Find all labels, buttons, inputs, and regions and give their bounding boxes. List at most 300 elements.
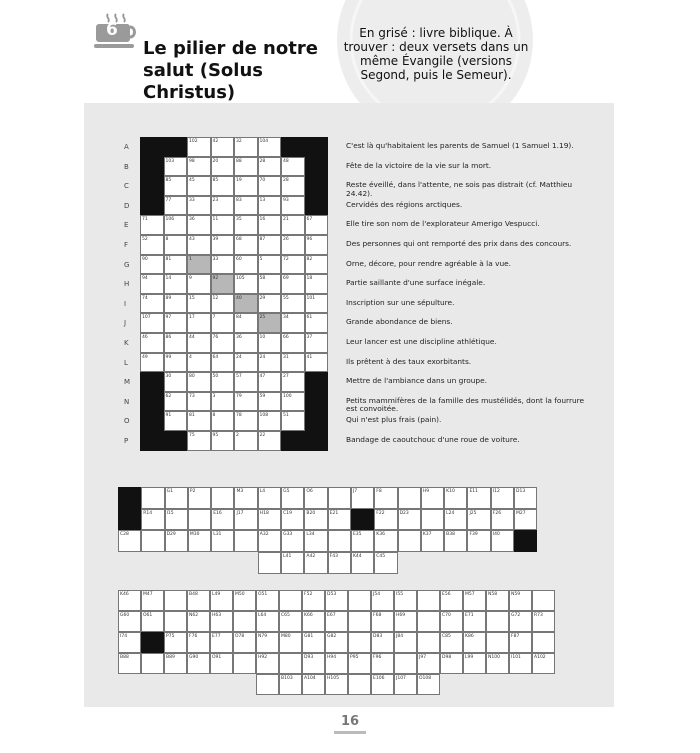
grid-cell[interactable]: C28	[118, 530, 141, 552]
grid-cell[interactable]	[398, 487, 421, 509]
grid-cell[interactable]: 64	[211, 353, 235, 373]
grid-cell[interactable]: 80	[187, 372, 211, 392]
clue-text: Qui n'est plus frais (pain).	[346, 415, 442, 425]
grid-cell[interactable]: 8	[164, 235, 188, 255]
grid-cell[interactable]: 23	[211, 196, 235, 216]
grid-cell[interactable]	[486, 632, 509, 653]
grid-cell[interactable]: I15	[165, 509, 188, 531]
grid-cell[interactable]: 55	[281, 294, 305, 314]
grid-cell[interactable]: 60	[234, 255, 258, 275]
grid-cell[interactable]: J25	[467, 509, 490, 531]
grid-cell[interactable]	[256, 674, 279, 695]
grid-cell[interactable]	[348, 611, 371, 632]
grid-cell[interactable]: 21	[281, 215, 305, 235]
grid-cell[interactable]: 16	[258, 215, 282, 235]
grid-cell[interactable]: 90	[140, 255, 164, 275]
grid-cell[interactable]	[348, 674, 371, 695]
grid-cell[interactable]: 81	[187, 411, 211, 431]
grid-cell[interactable]	[348, 632, 371, 653]
grid-cell[interactable]	[532, 590, 555, 611]
grid-cell[interactable]: E71	[463, 611, 486, 632]
grid-cell[interactable]: 96	[305, 235, 329, 255]
black-cell	[140, 196, 164, 216]
grid-cell[interactable]	[394, 653, 417, 674]
grid-cell[interactable]: 28	[258, 157, 282, 177]
grid-cell[interactable]: 22	[258, 431, 282, 451]
grid-cell[interactable]: 32	[234, 137, 258, 157]
grid-cell[interactable]: E16	[211, 509, 234, 531]
grid-cell[interactable]: 20	[211, 157, 235, 177]
grid-cell[interactable]: I40	[491, 530, 514, 552]
grid-cell[interactable]: 14	[164, 274, 188, 294]
grid-cell[interactable]: 41	[305, 353, 329, 373]
grid-cell[interactable]: P75	[164, 632, 187, 653]
grid-cell[interactable]: 76	[211, 333, 235, 353]
grid-cell[interactable]: K66	[302, 611, 325, 632]
grid-cell[interactable]: H18	[258, 509, 281, 531]
grid-cell[interactable]: F39	[467, 530, 490, 552]
grid-cell[interactable]: A102	[532, 653, 555, 674]
grid-cell[interactable]	[417, 632, 440, 653]
empty-space	[141, 552, 164, 574]
grid-cell[interactable]: M3	[234, 487, 257, 509]
grid-cell[interactable]: B103	[279, 674, 302, 695]
grid-cell[interactable]: G33	[281, 530, 304, 552]
grid-cell[interactable]: 27	[281, 372, 305, 392]
grid-cell[interactable]	[398, 530, 421, 552]
grid-cell[interactable]: 10	[258, 333, 282, 353]
answer-grid-1	[118, 487, 537, 574]
grid-cell[interactable]: C45	[374, 552, 397, 574]
grid-cell[interactable]: 103	[164, 157, 188, 177]
grid-cell[interactable]: 5	[258, 255, 282, 275]
grid-cell[interactable]: J84	[394, 632, 417, 653]
grid-cell[interactable]: 43	[187, 235, 211, 255]
grid-cell[interactable]: K36	[374, 530, 397, 552]
grid-cell[interactable]: O51	[256, 590, 279, 611]
row-letter: M	[124, 378, 131, 387]
grid-cell[interactable]: 4	[187, 353, 211, 373]
grid-cell[interactable]: D29	[165, 530, 188, 552]
grid-cell[interactable]: A104	[302, 674, 325, 695]
grid-cell[interactable]: L64	[256, 611, 279, 632]
clue-text: Orne, décore, pour rendre agréable à la vue.	[346, 258, 512, 268]
grid-cell[interactable]: 47	[258, 372, 282, 392]
grid-cell[interactable]: C70	[440, 611, 463, 632]
grid-cell[interactable]: H63	[210, 611, 233, 632]
grid-cell[interactable]	[164, 590, 187, 611]
black-cell	[305, 196, 329, 216]
empty-space	[188, 552, 211, 574]
grid-cell[interactable]	[141, 530, 164, 552]
clue-text: Fête de la victoire de la vie sur la mort.	[346, 160, 492, 170]
grid-cell[interactable]: R73	[532, 611, 555, 632]
empty-space	[444, 552, 467, 574]
grid-cell[interactable]: 11	[211, 215, 235, 235]
grid-cell[interactable]: 33	[211, 255, 235, 275]
grid-cell[interactable]: F96	[371, 653, 394, 674]
grid-cell[interactable]: 83	[234, 196, 258, 216]
black-cell	[140, 372, 164, 392]
black-cell	[305, 392, 329, 412]
grid-cell[interactable]	[279, 653, 302, 674]
grid-cell[interactable]: N58	[486, 590, 509, 611]
grid-cell[interactable]: J17	[234, 509, 257, 531]
grid-cell[interactable]: 61	[305, 313, 329, 333]
grid-cell[interactable]: 86	[164, 333, 188, 353]
grid-cell[interactable]: 87	[258, 235, 282, 255]
grid-cell[interactable]: 13	[258, 196, 282, 216]
grid-cell[interactable]: R14	[141, 509, 164, 531]
empty-space	[421, 552, 444, 574]
row-letter: P	[124, 437, 129, 445]
grid-cell[interactable]: 82	[305, 255, 329, 275]
grid-cell[interactable]: F22	[374, 509, 397, 531]
grid-cell[interactable]: 85	[211, 176, 235, 196]
grid-cell[interactable]: 30	[164, 372, 188, 392]
empty-space	[164, 674, 187, 695]
grid-cell[interactable]: C65	[279, 611, 302, 632]
grid-cell[interactable]: D98	[440, 653, 463, 674]
grid-cell[interactable]: E56	[440, 590, 463, 611]
grid-cell[interactable]	[211, 487, 234, 509]
grid-cell[interactable]	[258, 552, 281, 574]
grid-cell[interactable]: F68	[371, 611, 394, 632]
grid-cell[interactable]: 31	[281, 353, 305, 373]
grid-cell[interactable]: E21	[328, 509, 351, 531]
grid-cell[interactable]	[486, 611, 509, 632]
grid-cell[interactable]: C85	[440, 632, 463, 653]
grid-cell[interactable]: B20	[304, 509, 327, 531]
grid-cell[interactable]: 36	[234, 333, 258, 353]
grid-cell[interactable]: N79	[256, 632, 279, 653]
grid-cell[interactable]: 81	[164, 255, 188, 275]
grid-cell[interactable]: K44	[351, 552, 374, 574]
grid-cell[interactable]: 46	[140, 333, 164, 353]
grid-cell[interactable]: 73	[187, 392, 211, 412]
grid-cell[interactable]: E35	[351, 530, 374, 552]
grid-cell[interactable]: M50	[233, 590, 256, 611]
grid-cell[interactable]: M57	[463, 590, 486, 611]
grid-cell[interactable]: I55	[394, 590, 417, 611]
grid-cell[interactable]: 37	[305, 333, 329, 353]
grid-cell[interactable]: 92	[211, 274, 235, 294]
grid-cell[interactable]: O78	[233, 632, 256, 653]
grid-cell[interactable]: G60	[118, 611, 141, 632]
row-letter: F	[124, 241, 129, 249]
grid-cell[interactable]: 42	[211, 137, 235, 157]
black-cell	[140, 431, 164, 451]
black-cell	[140, 411, 164, 431]
grid-cell[interactable]: G1	[165, 487, 188, 509]
clue-text: Reste éveillé, dans l'attente, ne sois pas distrait (cf. Matthieu 24.42).	[346, 180, 573, 198]
grid-cell[interactable]: 49	[140, 353, 164, 373]
black-cell	[140, 137, 164, 157]
grid-cell[interactable]: 34	[281, 313, 305, 333]
grid-cell[interactable]: N100	[486, 653, 509, 674]
grid-cell[interactable]: 15	[187, 294, 211, 314]
grid-cell[interactable]	[279, 590, 302, 611]
grid-cell[interactable]: 2	[234, 431, 258, 451]
grid-cell[interactable]: O6	[304, 487, 327, 509]
grid-cell[interactable]: 94	[140, 274, 164, 294]
grid-cell[interactable]: K86	[463, 632, 486, 653]
grid-cell[interactable]	[532, 632, 555, 653]
grid-cell[interactable]: 100	[281, 392, 305, 412]
grid-cell[interactable]: L49	[210, 590, 233, 611]
grid-cell[interactable]: 28	[281, 176, 305, 196]
grid-cell[interactable]: L4	[258, 487, 281, 509]
grid-cell[interactable]: 99	[164, 353, 188, 373]
grid-cell[interactable]: B48	[187, 590, 210, 611]
grid-cell[interactable]: G82	[325, 632, 348, 653]
grid-cell[interactable]: 74	[140, 294, 164, 314]
grid-cell[interactable]: 45	[187, 176, 211, 196]
grid-cell[interactable]: 7	[211, 313, 235, 333]
grid-cell[interactable]: 40	[234, 294, 258, 314]
clue-grid	[140, 137, 328, 451]
grid-cell[interactable]: 93	[281, 196, 305, 216]
grid-cell[interactable]: M30	[188, 530, 211, 552]
grid-cell[interactable]: F8	[374, 487, 397, 509]
grid-cell[interactable]: 24	[258, 353, 282, 373]
black-cell	[305, 176, 329, 196]
grid-cell[interactable]: P95	[348, 653, 371, 674]
grid-cell[interactable]: 70	[258, 176, 282, 196]
black-cell	[351, 509, 374, 531]
grid-cell[interactable]: 26	[281, 235, 305, 255]
row-letter: E	[124, 221, 129, 230]
grid-cell[interactable]: 18	[305, 274, 329, 294]
grid-cell[interactable]: 106	[164, 215, 188, 235]
grid-cell[interactable]: 67	[305, 215, 329, 235]
grid-cell[interactable]: 68	[234, 235, 258, 255]
grid-cell[interactable]: 29	[258, 294, 282, 314]
grid-cell[interactable]: 89	[164, 294, 188, 314]
empty-space	[234, 552, 257, 574]
empty-space	[514, 552, 537, 574]
grid-cell[interactable]: K46	[118, 590, 141, 611]
grid-cell[interactable]	[141, 653, 164, 674]
row-letter: J	[124, 319, 127, 328]
grid-cell[interactable]: 88	[234, 157, 258, 177]
grid-cell[interactable]: 79	[234, 392, 258, 412]
grid-cell[interactable]: J54	[371, 590, 394, 611]
grid-cell[interactable]: 12	[211, 294, 235, 314]
grid-cell[interactable]: M27	[514, 509, 537, 531]
clue-text: Grande abondance de biens.	[346, 317, 453, 327]
row-letter: G	[124, 260, 130, 269]
grid-cell[interactable]: P2	[188, 487, 211, 509]
grid-cell[interactable]: B38	[444, 530, 467, 552]
grid-cell[interactable]: A32	[258, 530, 281, 552]
grid-cell[interactable]: M80	[279, 632, 302, 653]
grid-cell[interactable]: E11	[467, 487, 490, 509]
grid-cell[interactable]	[417, 611, 440, 632]
grid-cell[interactable]: J107	[394, 674, 417, 695]
grid-cell[interactable]: H9	[421, 487, 444, 509]
grid-cell[interactable]: D53	[325, 590, 348, 611]
grid-cell[interactable]: D13	[514, 487, 537, 509]
grid-cell[interactable]: G81	[302, 632, 325, 653]
grid-cell[interactable]: 102	[187, 137, 211, 157]
grid-cell[interactable]	[188, 509, 211, 531]
grid-cell[interactable]: I101	[509, 653, 532, 674]
grid-cell[interactable]: N59	[509, 590, 532, 611]
grid-cell[interactable]: 50	[211, 372, 235, 392]
grid-cell[interactable]: 44	[187, 333, 211, 353]
grid-cell[interactable]	[233, 653, 256, 674]
grid-cell[interactable]	[164, 611, 187, 632]
empty-space	[491, 552, 514, 574]
black-cell	[281, 137, 305, 157]
grid-cell[interactable]: 104	[258, 137, 282, 157]
grid-cell[interactable]: H92	[256, 653, 279, 674]
clue-text: C'est là qu'habitaient les parents de Samuel (1 Samuel 1.19).	[346, 141, 574, 150]
grid-cell[interactable]: 71	[140, 215, 164, 235]
grid-cell[interactable]: 36	[187, 215, 211, 235]
black-cell	[118, 487, 141, 509]
grid-cell[interactable]: 33	[187, 196, 211, 216]
grid-cell[interactable]: 107	[140, 313, 164, 333]
grid-cell[interactable]: D23	[398, 509, 421, 531]
grid-cell[interactable]	[421, 509, 444, 531]
grid-cell[interactable]: B88	[118, 653, 141, 674]
grid-cell[interactable]: 95	[211, 431, 235, 451]
grid-cell[interactable]: F26	[491, 509, 514, 531]
grid-cell[interactable]: 75	[187, 431, 211, 451]
grid-cell[interactable]: 1	[187, 255, 211, 275]
row-letter: K	[124, 339, 129, 347]
grid-cell[interactable]: M47	[141, 590, 164, 611]
row-letter: D	[124, 201, 130, 210]
grid-cell[interactable]: 3	[211, 392, 235, 412]
grid-cell[interactable]: H105	[325, 674, 348, 695]
grid-cell[interactable]: E67	[325, 611, 348, 632]
grid-cell[interactable]: F87	[509, 632, 532, 653]
grid-cell[interactable]: 72	[281, 255, 305, 275]
black-cell	[140, 392, 164, 412]
clue-text: Des personnes qui ont remporté des prix dans des concours.	[346, 239, 572, 248]
grid-cell[interactable]: H94	[325, 653, 348, 674]
grid-cell[interactable]	[234, 530, 257, 552]
grid-cell[interactable]: L24	[444, 509, 467, 531]
activity-number: 6	[106, 20, 118, 40]
grid-cell[interactable]	[348, 590, 371, 611]
grid-cell[interactable]: I74	[118, 632, 141, 653]
grid-cell[interactable]: 77	[164, 196, 188, 216]
grid-cell[interactable]: 19	[234, 176, 258, 196]
grid-cell[interactable]: O91	[210, 653, 233, 674]
grid-cell[interactable]: 98	[187, 157, 211, 177]
grid-cell[interactable]: 85	[164, 176, 188, 196]
grid-cell[interactable]: L31	[211, 530, 234, 552]
grid-cell[interactable]: 9	[187, 274, 211, 294]
black-cell	[514, 530, 537, 552]
row-letter: A	[124, 143, 129, 151]
grid-cell[interactable]: F43	[328, 552, 351, 574]
grid-cell[interactable]: 24	[234, 353, 258, 373]
grid-cell[interactable]: 35	[234, 215, 258, 235]
instructions-note: En grisé : livre biblique. À trouver : deux versets dans un même Évangile (versions Segond, puis le Semeur).	[343, 26, 529, 82]
grid-cell[interactable]: L41	[281, 552, 304, 574]
grid-cell[interactable]: F52	[302, 590, 325, 611]
empty-space	[210, 674, 233, 695]
grid-cell[interactable]: 39	[211, 235, 235, 255]
grid-cell[interactable]: 52	[140, 235, 164, 255]
page-title: Le pilier de notre salut (Solus Christus)	[143, 38, 318, 103]
grid-cell[interactable]	[328, 530, 351, 552]
row-letter: H	[124, 280, 130, 289]
grid-cell[interactable]	[417, 590, 440, 611]
grid-cell[interactable]: 48	[281, 157, 305, 177]
grid-cell[interactable]: L99	[463, 653, 486, 674]
grid-cell[interactable]: 59	[258, 392, 282, 412]
grid-cell[interactable]: L34	[304, 530, 327, 552]
clue-text: Inscription sur une sépulture.	[346, 297, 455, 307]
grid-cell[interactable]: H69	[394, 611, 417, 632]
grid-cell[interactable]: G72	[509, 611, 532, 632]
grid-cell[interactable]: N62	[187, 611, 210, 632]
grid-cell[interactable]	[141, 487, 164, 509]
grid-cell[interactable]: B89	[164, 653, 187, 674]
empty-space	[509, 674, 532, 695]
grid-cell[interactable]: K10	[444, 487, 467, 509]
grid-cell[interactable]: 69	[281, 274, 305, 294]
grid-cell[interactable]: G5	[281, 487, 304, 509]
empty-space	[233, 674, 256, 695]
grid-cell[interactable]: G90	[187, 653, 210, 674]
grid-cell[interactable]: D83	[371, 632, 394, 653]
grid-cell[interactable]: E77	[210, 632, 233, 653]
grid-cell[interactable]: O108	[417, 674, 440, 695]
grid-cell[interactable]: 25	[258, 313, 282, 333]
grid-cell[interactable]: 91	[164, 411, 188, 431]
grid-cell[interactable]: 66	[281, 333, 305, 353]
grid-cell[interactable]: A42	[304, 552, 327, 574]
grid-cell[interactable]: 17	[187, 313, 211, 333]
black-cell	[305, 157, 329, 177]
grid-cell[interactable]: E106	[371, 674, 394, 695]
empty-space	[141, 674, 164, 695]
grid-cell[interactable]: 101	[305, 294, 329, 314]
grid-cell[interactable]: C19	[281, 509, 304, 531]
empty-space	[532, 674, 555, 695]
grid-cell[interactable]: 62	[164, 392, 188, 412]
grid-cell[interactable]: 108	[258, 411, 282, 431]
grid-cell[interactable]	[233, 611, 256, 632]
grid-cell[interactable]: 8	[211, 411, 235, 431]
grid-cell[interactable]: O61	[141, 611, 164, 632]
grid-cell[interactable]: 84	[234, 313, 258, 333]
grid-cell[interactable]: F76	[187, 632, 210, 653]
grid-cell[interactable]: 105	[234, 274, 258, 294]
grid-cell[interactable]: 58	[258, 274, 282, 294]
grid-cell[interactable]: J7	[351, 487, 374, 509]
empty-space	[118, 674, 141, 695]
grid-cell[interactable]: 57	[234, 372, 258, 392]
black-cell	[141, 632, 164, 653]
grid-cell[interactable]: I12	[491, 487, 514, 509]
grid-cell[interactable]: D93	[302, 653, 325, 674]
grid-cell[interactable]: 51	[281, 411, 305, 431]
grid-cell[interactable]	[328, 487, 351, 509]
grid-cell[interactable]: K37	[421, 530, 444, 552]
grid-cell[interactable]: 78	[234, 411, 258, 431]
grid-cell[interactable]: 97	[164, 313, 188, 333]
grid-cell[interactable]: J97	[417, 653, 440, 674]
clue-text: Mettre de l'ambiance dans un groupe.	[346, 376, 487, 386]
